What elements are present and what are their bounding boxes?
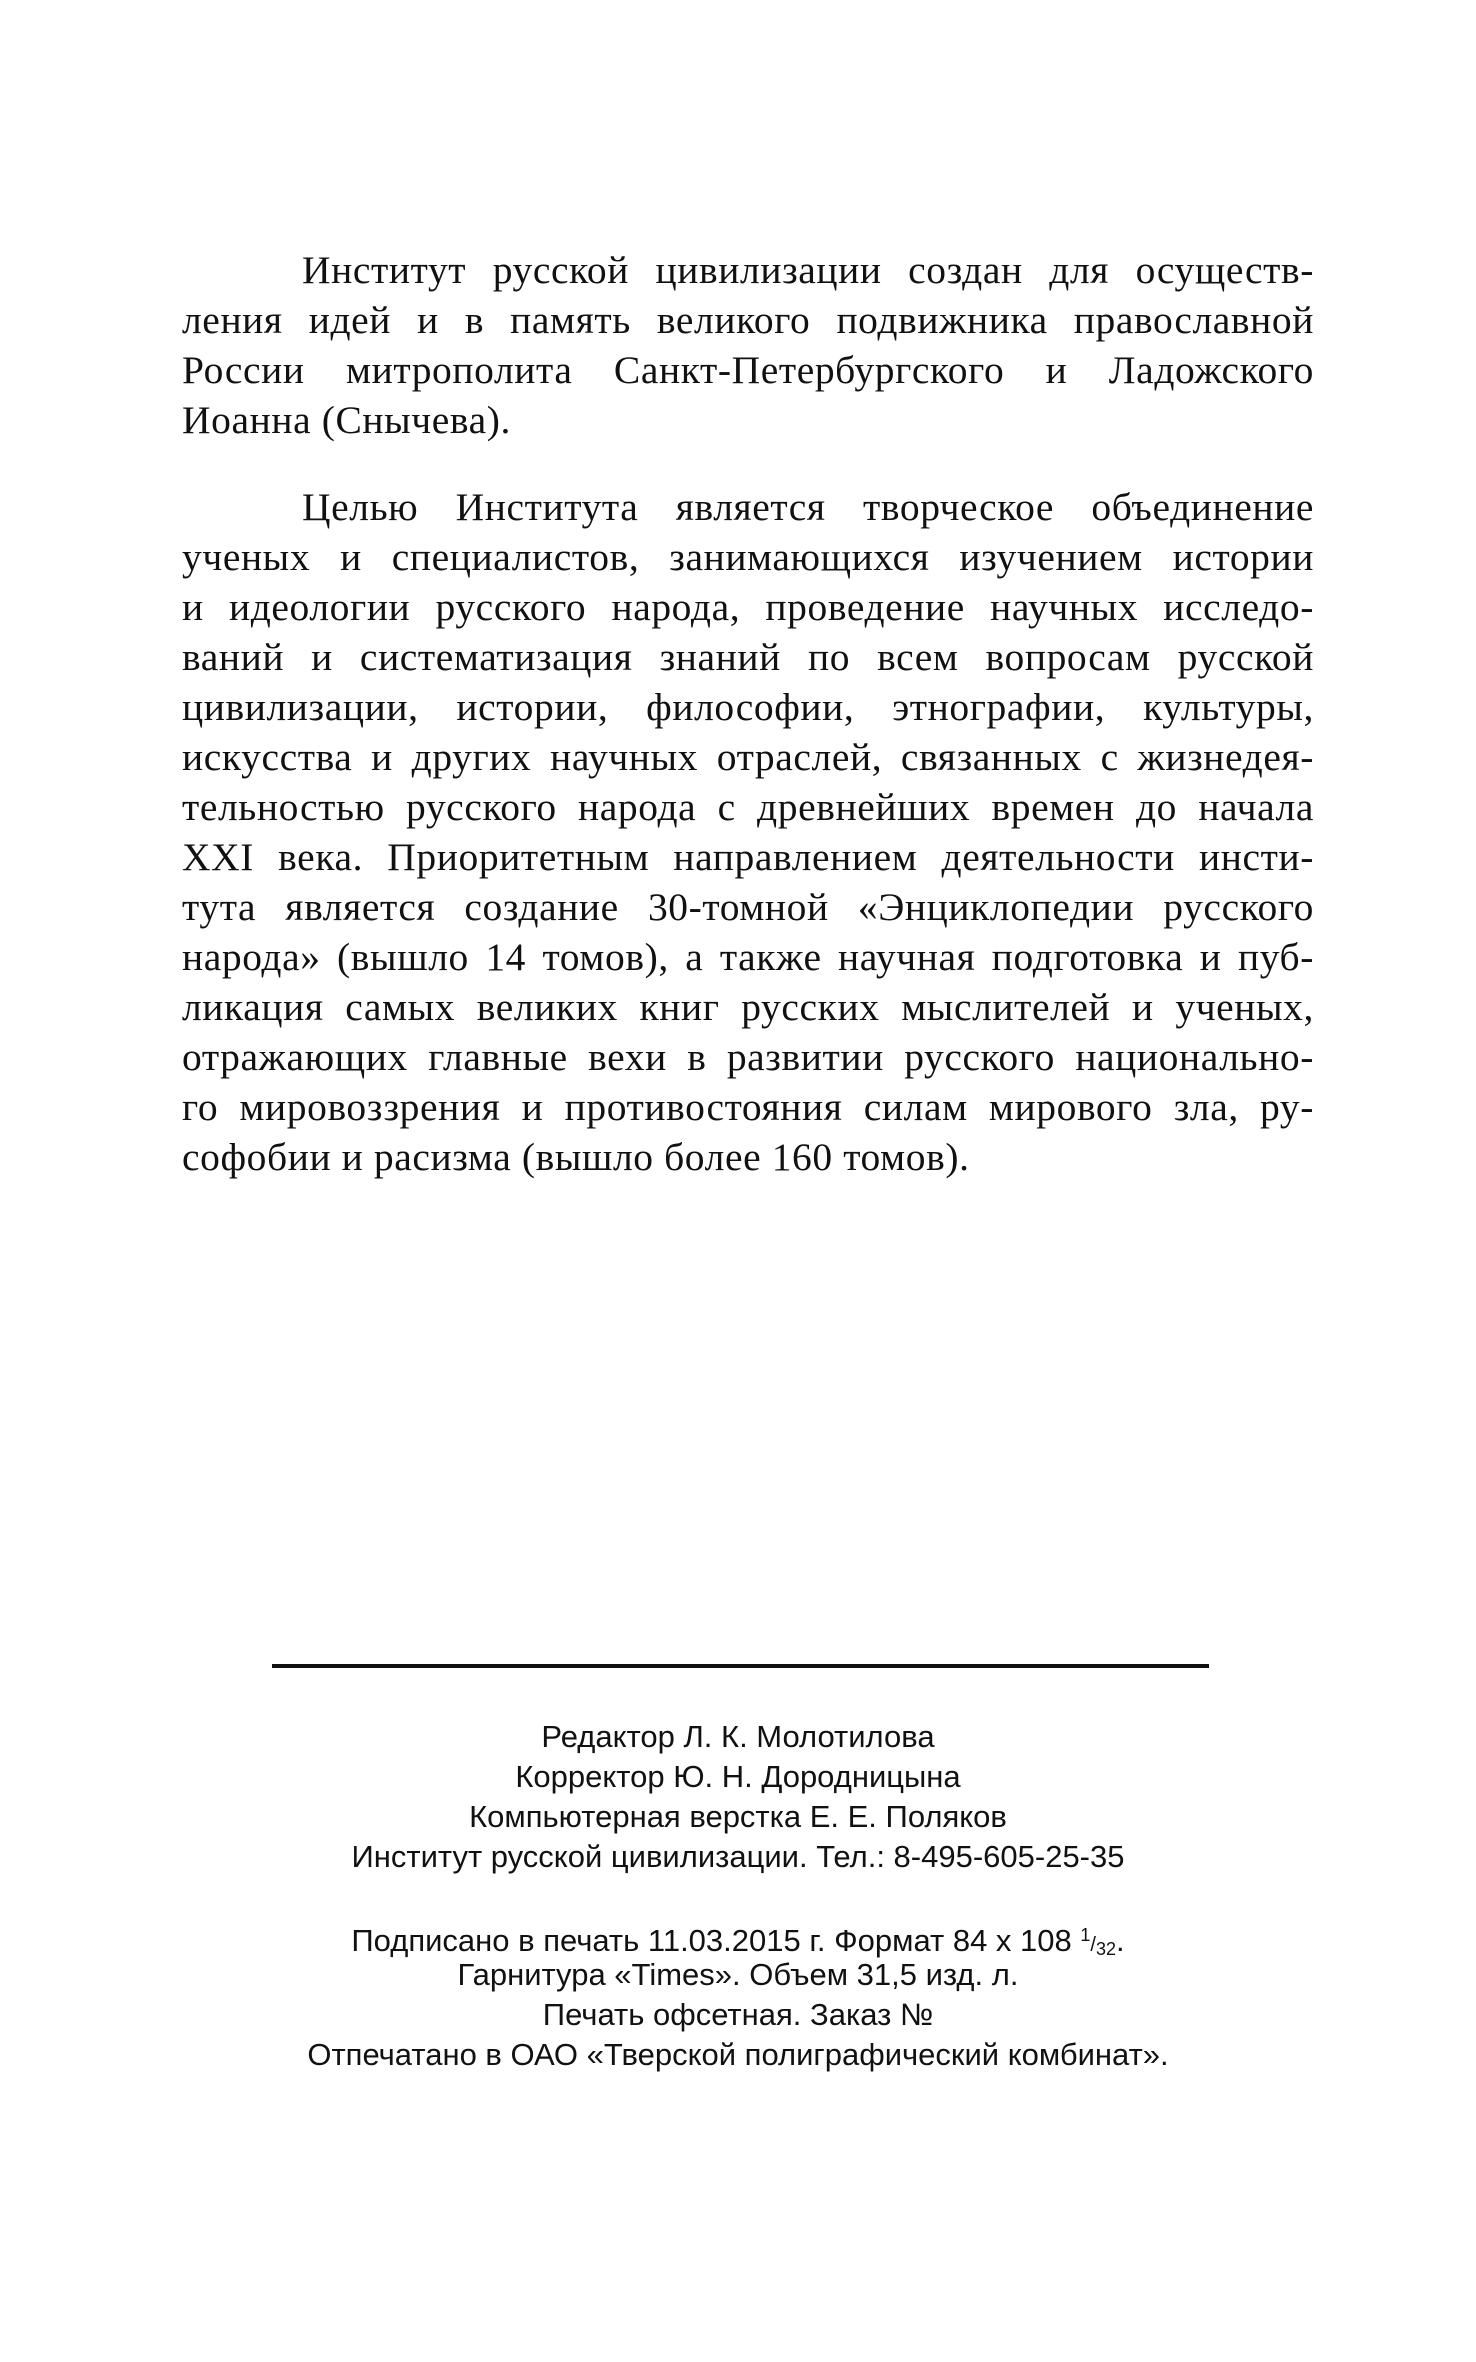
format-fraction [1080,1925,1116,1959]
text-line: тута является создание 30-томной «Энциклопедии русского [182,885,1314,929]
text-line: России митрополита Санкт-Петербургского и Ладожского [182,348,1314,392]
text-line: и идеологии русского народа, проведение научных исследо- [182,585,1314,629]
signed-for-print-line [182,1915,1294,1959]
text-line: Институт русской цивилизации создан для осуществ- [302,248,1314,292]
text-line: народа» (вышло 14 томов), а также научная подготовка и пуб- [182,935,1314,979]
text-line: Иоанна (Снычева). [182,398,511,442]
layout-credit: Компьютерная верстка Е. Е. Поляков [469,1799,1007,1834]
text-line: ления идей и в память великого подвижника православной [182,298,1314,342]
institute-contact: Институт русской цивилизации. Тел.: 8-495-605-25-35 [351,1839,1125,1874]
text-line: го мировоззрения и противостояния силам мирового зла, ру- [182,1085,1314,1129]
text-line: софобии и расизма (вышло более 160 томов). [182,1135,970,1179]
text-line: XXI века. Приоритетным направлением деятельности инсти- [182,835,1314,879]
body-text [182,245,1314,1182]
text-line: ученых и специалистов, занимающихся изучением истории [182,535,1314,579]
paragraph-institute-goals [182,482,1314,1182]
typeface-volume-line: Гарнитура «Times». Объем 31,5 изд. л. [457,1957,1019,1992]
signed-suffix: . [1115,1923,1125,1958]
text-line: цивилизации, истории, философии, этнографии, культуры, [182,685,1314,729]
format-denominator: 32 [1095,1939,1116,1959]
print-info-block [182,1915,1294,2075]
signed-for-print-text: Подписано в печать 11.03.2015 г. Формат 84 х 108 [351,1923,1081,1958]
separator-rule [272,1664,1209,1668]
format-numerator: 1 [1080,1925,1091,1945]
text-line: ваний и систематизация знаний по всем вопросам русской [182,635,1314,679]
text-line: отражающих главные вехи в развитии русского национально- [182,1035,1314,1079]
print-method-line: Печать офсетная. Заказ № [542,1997,934,2032]
text-line: тельностью русского народа с древнейших времен до начала [182,785,1314,829]
text-line: искусства и других научных отраслей, связанных с жизнедея- [182,735,1314,779]
editor-credit: Редактор Л. К. Молотилова [541,1719,935,1754]
paragraph-institute-founding [182,245,1314,445]
format-slash: / [1090,1934,1096,1956]
text-line: ликация самых великих книг русских мыслителей и ученых, [182,985,1314,1029]
credits-block [182,1717,1294,1877]
text-line: Целью Института является творческое объединение [302,485,1314,529]
proofreader-credit: Корректор Ю. Н. Дородницына [515,1759,961,1794]
printer-line: Отпечатано в ОАО «Тверской полиграфический комбинат». [307,2037,1169,2072]
